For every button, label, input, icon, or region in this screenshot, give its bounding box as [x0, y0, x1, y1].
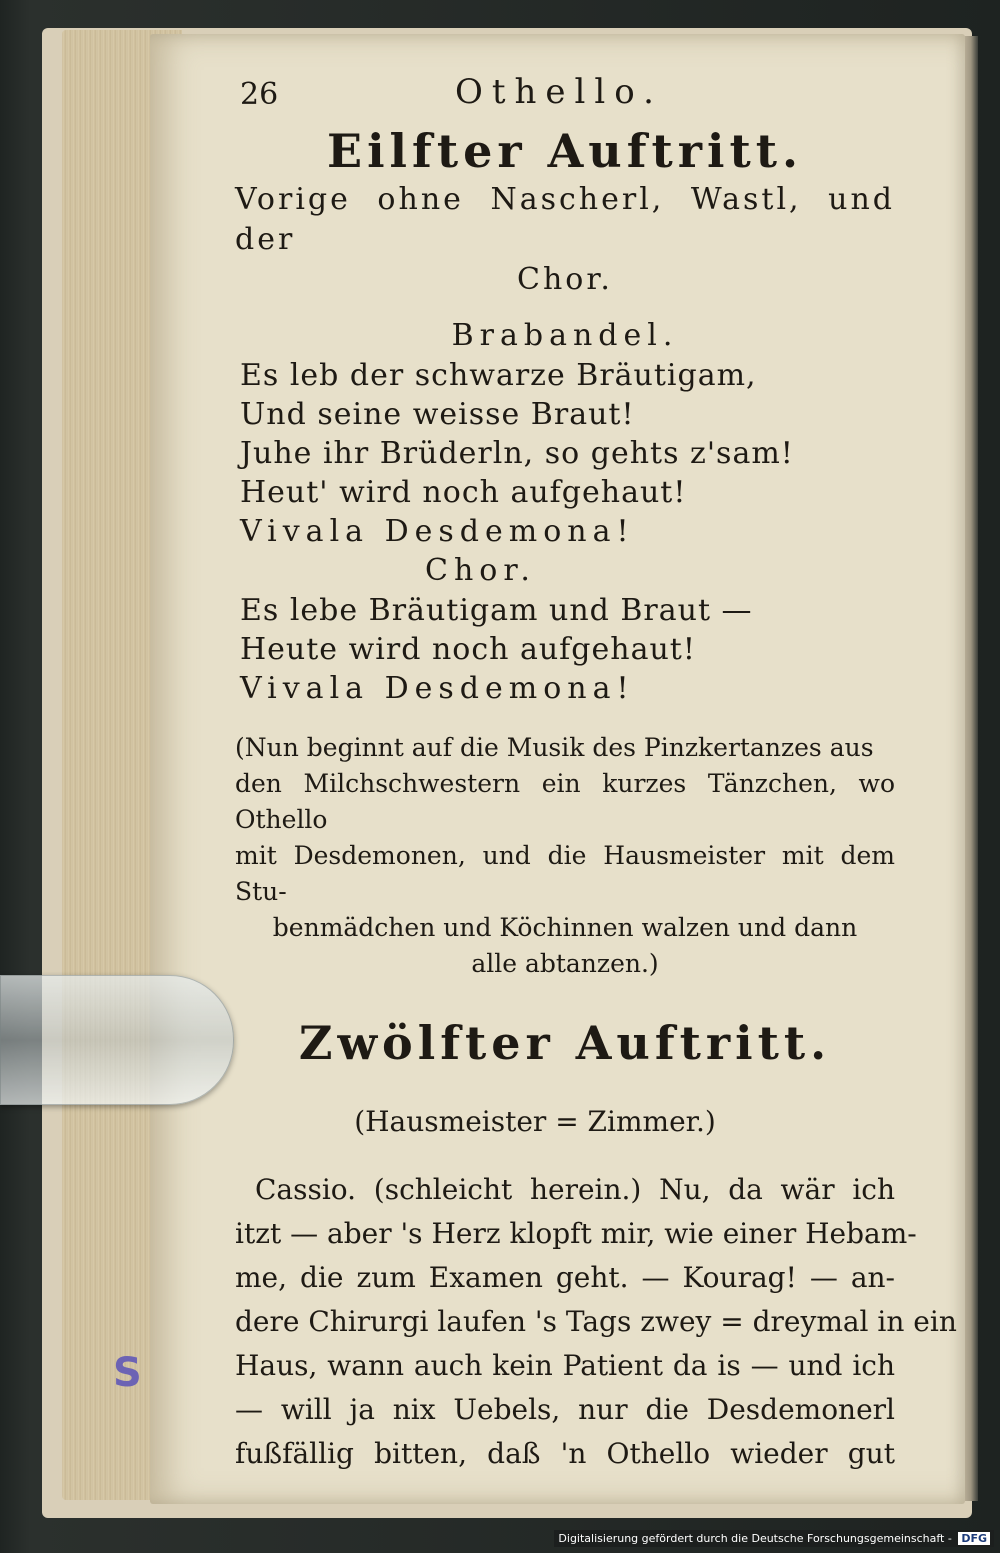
verse-line: Juhe ihr Brüderln, so gehts z'sam! — [240, 436, 794, 471]
prose-line: Cassio. (schleicht herein.) Nu, da wär ich — [255, 1173, 895, 1206]
glass-page-holder — [0, 975, 234, 1105]
stage-direction-block — [235, 730, 895, 982]
direction-line: mit Desdemonen, und die Hausmeister mit dem Stu- — [235, 841, 895, 906]
prose-line: dere Chirurgi laufen 's Tags zwey = dreymal in ein — [235, 1305, 957, 1338]
digitization-footer — [554, 1530, 994, 1547]
stage-direction-line: Vorige ohne Nascherl, Wastl, und der — [235, 182, 895, 257]
running-head — [235, 72, 895, 122]
verse-line: Es leb der schwarze Bräutigam, — [240, 358, 757, 393]
library-stamp: S — [113, 1350, 142, 1396]
footer-text: Digitalisierung gefördert durch die Deutsche Forschungsgemeinschaft - — [558, 1532, 952, 1545]
scene-location: (Hausmeister = Zimmer.) — [354, 1105, 716, 1138]
dfg-logo: DFG — [958, 1532, 990, 1545]
verse-line: Vivala Desdemona! — [240, 514, 635, 549]
prose-line: fußfällig bitten, daß 'n Othello wieder gut — [235, 1437, 895, 1470]
page-text — [235, 72, 957, 1476]
direction-line: (Nun beginnt auf die Musik des Pinzkertanzes aus — [235, 733, 874, 762]
speaker-brabandel: Brabandel. — [451, 318, 679, 353]
direction-line: den Milchschwestern ein kurzes Tänzchen, wo Othello — [235, 769, 895, 834]
prose-line: Haus, wann auch kein Patient da is — und ich — [235, 1349, 895, 1382]
verse-line: Es lebe Bräutigam und Braut — — [240, 593, 753, 628]
scene-title-11: Eilfter Auftritt. — [327, 124, 803, 178]
stage-direction-line: Chor. — [517, 262, 613, 297]
speaker-chor: Chor. — [425, 553, 536, 588]
direction-line: alle abtanzen.) — [471, 949, 659, 978]
verse-line: Heut' wird noch aufgehaut! — [240, 475, 687, 510]
prose-line: itzt — aber 's Herz klopft mir, wie einer Hebam- — [235, 1217, 917, 1250]
verse-line: Und seine weisse Braut! — [240, 397, 635, 432]
prose-block — [235, 1168, 957, 1476]
verse-line: Heute wird noch aufgehaut! — [240, 632, 696, 667]
prose-line: me, die zum Examen geht. — Kourag! — an- — [235, 1261, 895, 1294]
verse-line: Vivala Desdemona! — [240, 671, 635, 706]
page-number: 26 — [240, 77, 279, 112]
prose-line: — will ja nix Uebels, nur die Desdemonerl — [235, 1393, 895, 1426]
direction-line: benmädchen und Köchinnen walzen und dann — [272, 913, 858, 942]
running-title: Othello. — [455, 72, 663, 112]
scene-title-12: Zwölfter Auftritt. — [298, 1016, 832, 1070]
